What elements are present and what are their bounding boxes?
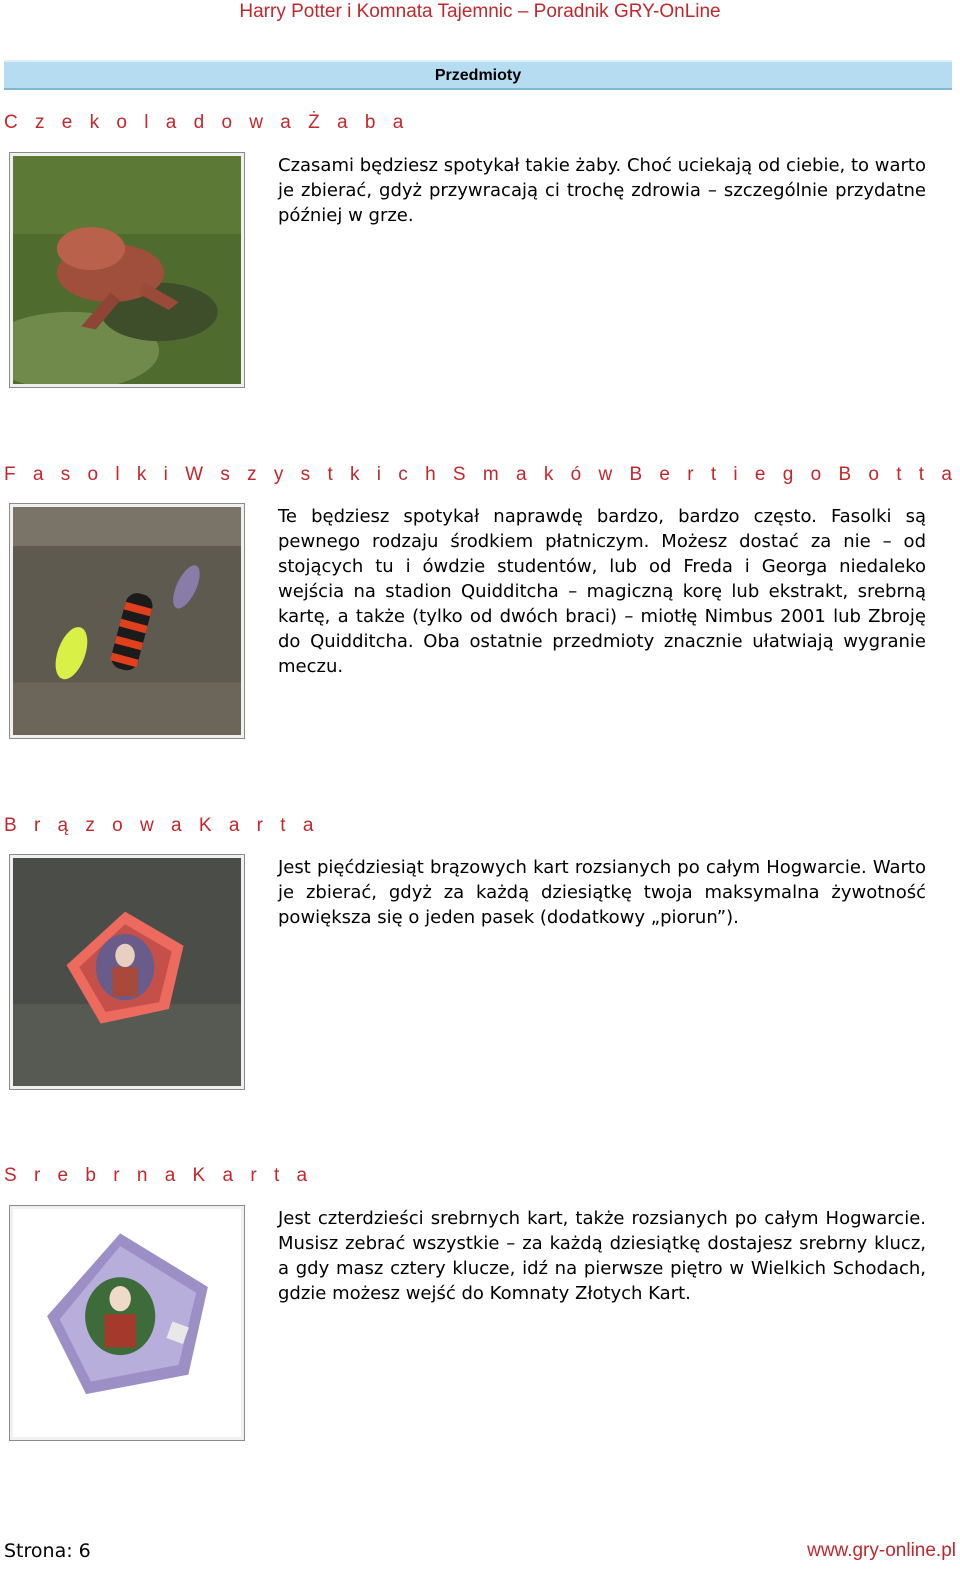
section-title-beans: F a s o l k i W s z y s t k i c h S m a k ó w B e r t i e g o B o t t a bbox=[4, 464, 958, 485]
section-title-chocolate-frog: C z e k o l a d o w a Ż a b a bbox=[4, 112, 410, 133]
site-link[interactable]: www.gry-online.pl bbox=[807, 1540, 956, 1561]
page-number: Strona: 6 bbox=[4, 1540, 91, 1562]
section-title-bronze-card: B r ą z o w a K a r t a bbox=[4, 815, 320, 836]
section-text-beans: Te będziesz spotykał naprawdę bardzo, bardzo często. Fasolki są pewnego rodzaju środkiem płatniczym. Możesz dostać za nie – od stojących tu i ówdzie studentów, lub od Freda i Georga niedaleko wejścia na stadion Quidditcha – magiczną korę lub ekstrakt, srebrną kartę, a także (tylko od dwóch braci) – miotłę Nimbus 2001 lub Zbroję do Quidditcha. Oba ostatnie przedmioty znacznie ułatwiają wygranie meczu. bbox=[278, 506, 926, 677]
section-text-chocolate-frog: Czasami będziesz spotykał takie żaby. Choć uciekają od ciebie, to warto je zbierać, gdyż przywracają ci trochę zdrowia – szczególnie przydatne później w grze. bbox=[278, 155, 926, 226]
header-separator: – bbox=[517, 1, 529, 22]
beans-image bbox=[10, 504, 244, 738]
header-subtitle: Poradnik GRY-OnLine bbox=[533, 1, 721, 22]
section-title-silver-card: S r e b r n a K a r t a bbox=[4, 1165, 314, 1186]
section-text-bronze-card: Jest pięćdziesiąt brązowych kart rozsianych po całym Hogwarcie. Warto je zbierać, gdyż za każdą dziesiątkę twoja maksymalna żywotność powiększa się o jeden pasek (dodatkowy „piorun”). bbox=[278, 857, 926, 928]
section-text-silver-card: Jest czterdzieści srebrnych kart, także rozsianych po całym Hogwarcie. Musisz zebrać wszystkie – za każdą dziesiątkę dostajesz srebrny klucz, a gdy masz cztery klucze, idź na pierwsze piętro w Wielkich Schodach, gdzie możesz wejść do Komnaty Złotych Kart. bbox=[278, 1208, 926, 1304]
header-title: Harry Potter i Komnata Tajemnic bbox=[239, 1, 513, 22]
page-header bbox=[0, 0, 960, 24]
chocolate-frog-image bbox=[10, 153, 244, 387]
section-bar: Przedmioty bbox=[4, 60, 952, 90]
silver-card-image bbox=[10, 1206, 244, 1440]
bronze-card-image bbox=[10, 855, 244, 1089]
